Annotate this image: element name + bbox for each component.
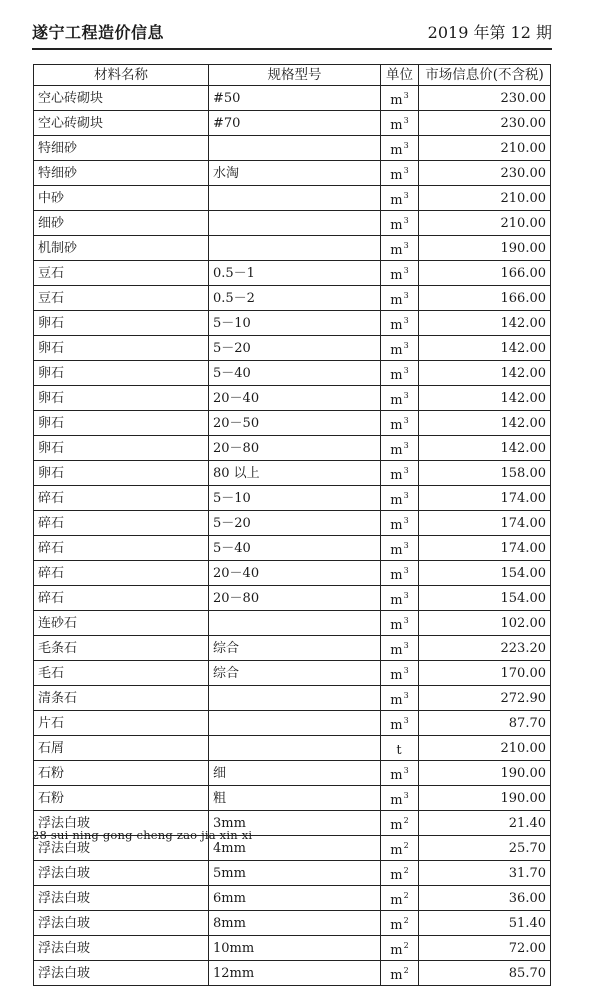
material-name-cell: 碎石 — [34, 486, 209, 511]
unit-exponent: 3 — [403, 766, 409, 775]
material-name-cell: 豆石 — [34, 286, 209, 311]
material-name-cell: 碎石 — [34, 536, 209, 561]
unit-base: m — [390, 168, 403, 183]
spec-cell: 20－50 — [209, 411, 381, 436]
spec-cell: 12mm — [209, 961, 381, 986]
spec-cell — [209, 236, 381, 261]
material-name-cell: 空心砖砌块 — [34, 86, 209, 111]
column-header-unit: 单位 — [381, 65, 419, 86]
unit-exponent: 3 — [403, 141, 409, 150]
table-row — [34, 311, 551, 336]
table-row — [34, 711, 551, 736]
unit-exponent: 3 — [403, 266, 409, 275]
unit-exponent: 2 — [403, 816, 409, 825]
unit-cell — [381, 236, 419, 261]
unit-base: m — [390, 643, 403, 658]
unit-base: m — [390, 193, 403, 208]
material-name-cell: 中砂 — [34, 186, 209, 211]
spec-cell: 20－40 — [209, 561, 381, 586]
price-cell: 142.00 — [419, 311, 551, 336]
unit-exponent: 3 — [403, 466, 409, 475]
unit-cell — [381, 536, 419, 561]
price-cell: 25.70 — [419, 836, 551, 861]
material-name-cell: 空心砖砌块 — [34, 111, 209, 136]
unit-cell — [381, 436, 419, 461]
table-row — [34, 161, 551, 186]
material-name-cell: 浮法白玻 — [34, 936, 209, 961]
material-name-cell: 浮法白玻 — [34, 836, 209, 861]
unit-cell — [381, 211, 419, 236]
spec-cell: 粗 — [209, 786, 381, 811]
unit-base: m — [390, 518, 403, 533]
unit-exponent: 3 — [403, 791, 409, 800]
spec-cell: 20－80 — [209, 436, 381, 461]
unit-exponent: 3 — [403, 241, 409, 250]
unit-cell — [381, 286, 419, 311]
table-row — [34, 386, 551, 411]
unit-exponent: 3 — [403, 616, 409, 625]
unit-cell — [381, 711, 419, 736]
unit-cell — [381, 786, 419, 811]
unit-cell — [381, 611, 419, 636]
unit-exponent: 3 — [403, 316, 409, 325]
price-cell: 166.00 — [419, 286, 551, 311]
unit-exponent: 3 — [403, 716, 409, 725]
unit-base: m — [390, 343, 403, 358]
price-cell: 31.70 — [419, 861, 551, 886]
spec-cell: 5－40 — [209, 536, 381, 561]
price-cell: 190.00 — [419, 236, 551, 261]
price-cell: 230.00 — [419, 111, 551, 136]
table-row — [34, 511, 551, 536]
unit-exponent: 3 — [403, 491, 409, 500]
table-row — [34, 561, 551, 586]
table-row — [34, 411, 551, 436]
spec-cell: 80 以上 — [209, 461, 381, 486]
table-body — [34, 86, 551, 986]
unit-cell — [381, 561, 419, 586]
unit-exponent: 2 — [403, 866, 409, 875]
spec-cell: 5－40 — [209, 361, 381, 386]
spec-cell: 10mm — [209, 936, 381, 961]
price-cell: 154.00 — [419, 586, 551, 611]
table-row — [34, 486, 551, 511]
table-header-row — [34, 65, 551, 86]
material-name-cell: 毛条石 — [34, 636, 209, 661]
table-row — [34, 86, 551, 111]
material-name-cell: 石屑 — [34, 736, 209, 761]
unit-cell — [381, 836, 419, 861]
unit-base: m — [390, 618, 403, 633]
spec-cell: 5－20 — [209, 511, 381, 536]
page-footer: 28 sui ning gong cheng zao jia xin xi — [32, 828, 253, 842]
spec-cell: 6mm — [209, 886, 381, 911]
table-row — [34, 786, 551, 811]
unit-exponent: 3 — [403, 416, 409, 425]
publication-title: 遂宁工程造价信息 — [32, 23, 165, 42]
price-cell: 223.20 — [419, 636, 551, 661]
table-row — [34, 636, 551, 661]
unit-cell — [381, 261, 419, 286]
price-cell: 170.00 — [419, 661, 551, 686]
unit-base: m — [390, 718, 403, 733]
price-cell: 51.40 — [419, 911, 551, 936]
price-cell: 142.00 — [419, 386, 551, 411]
unit-base: m — [390, 118, 403, 133]
unit-base: m — [390, 768, 403, 783]
page-header — [32, 20, 552, 48]
spec-cell: 细 — [209, 761, 381, 786]
material-name-cell: 清条石 — [34, 686, 209, 711]
spec-cell: 4mm — [209, 836, 381, 861]
unit-exponent: 3 — [403, 216, 409, 225]
unit-exponent: 3 — [403, 691, 409, 700]
price-cell: 154.00 — [419, 561, 551, 586]
material-name-cell: 豆石 — [34, 261, 209, 286]
unit-base: m — [390, 693, 403, 708]
material-name-cell: 碎石 — [34, 511, 209, 536]
unit-cell — [381, 886, 419, 911]
unit-cell — [381, 636, 419, 661]
material-name-cell: 碎石 — [34, 586, 209, 611]
unit-cell — [381, 686, 419, 711]
price-cell: 166.00 — [419, 261, 551, 286]
unit-exponent: 3 — [403, 441, 409, 450]
price-cell: 142.00 — [419, 336, 551, 361]
material-name-cell: 连砂石 — [34, 611, 209, 636]
spec-cell: 8mm — [209, 911, 381, 936]
spec-cell — [209, 211, 381, 236]
unit-base: m — [390, 393, 403, 408]
column-header-price: 市场信息价(不含税) — [419, 65, 551, 86]
unit-cell — [381, 586, 419, 611]
price-cell: 158.00 — [419, 461, 551, 486]
unit-cell — [381, 136, 419, 161]
material-name-cell: 石粉 — [34, 786, 209, 811]
material-name-cell: 浮法白玻 — [34, 861, 209, 886]
table-row — [34, 236, 551, 261]
spec-cell: 水淘 — [209, 161, 381, 186]
issue-number: 2019 年第 12 期 — [427, 23, 552, 42]
unit-base: m — [390, 493, 403, 508]
unit-exponent: 3 — [403, 391, 409, 400]
price-cell: 21.40 — [419, 811, 551, 836]
unit-cell — [381, 411, 419, 436]
price-cell: 72.00 — [419, 936, 551, 961]
unit-cell — [381, 461, 419, 486]
unit-exponent: 2 — [403, 966, 409, 975]
unit-base: m — [390, 843, 403, 858]
material-name-cell: 特细砂 — [34, 136, 209, 161]
unit-cell — [381, 486, 419, 511]
price-cell: 87.70 — [419, 711, 551, 736]
price-cell: 142.00 — [419, 436, 551, 461]
unit-exponent: 3 — [403, 366, 409, 375]
table-row — [34, 536, 551, 561]
unit-exponent: 3 — [403, 191, 409, 200]
spec-cell — [209, 736, 381, 761]
unit-cell — [381, 936, 419, 961]
table-row — [34, 686, 551, 711]
price-cell: 210.00 — [419, 186, 551, 211]
spec-cell — [209, 136, 381, 161]
unit-base: m — [390, 968, 403, 983]
material-name-cell: 卵石 — [34, 311, 209, 336]
unit-base: m — [390, 318, 403, 333]
material-name-cell: 片石 — [34, 711, 209, 736]
price-cell: 174.00 — [419, 536, 551, 561]
price-cell: 102.00 — [419, 611, 551, 636]
table-row — [34, 436, 551, 461]
material-name-cell: 卵石 — [34, 361, 209, 386]
unit-base: m — [390, 243, 403, 258]
unit-cell — [381, 186, 419, 211]
table-row — [34, 911, 551, 936]
unit-base: m — [390, 568, 403, 583]
price-cell: 85.70 — [419, 961, 551, 986]
unit-cell — [381, 911, 419, 936]
unit-cell — [381, 111, 419, 136]
price-cell: 142.00 — [419, 411, 551, 436]
unit-base: m — [390, 218, 403, 233]
spec-cell: #50 — [209, 86, 381, 111]
table-row — [34, 361, 551, 386]
table-row — [34, 336, 551, 361]
unit-cell — [381, 161, 419, 186]
unit-base: m — [390, 868, 403, 883]
material-name-cell: 卵石 — [34, 386, 209, 411]
unit-exponent: 3 — [403, 91, 409, 100]
material-name-cell: 细砂 — [34, 211, 209, 236]
column-header-name: 材料名称 — [34, 65, 209, 86]
unit-cell — [381, 736, 419, 761]
unit-exponent: 2 — [403, 891, 409, 900]
unit-base: t — [396, 743, 402, 758]
price-cell: 190.00 — [419, 761, 551, 786]
price-cell: 174.00 — [419, 486, 551, 511]
table-row — [34, 211, 551, 236]
material-name-cell: 碎石 — [34, 561, 209, 586]
unit-cell — [381, 761, 419, 786]
unit-base: m — [390, 668, 403, 683]
unit-exponent: 3 — [403, 541, 409, 550]
material-name-cell: 浮法白玻 — [34, 911, 209, 936]
unit-base: m — [390, 468, 403, 483]
unit-exponent: 3 — [403, 291, 409, 300]
spec-cell: 综合 — [209, 661, 381, 686]
unit-cell — [381, 811, 419, 836]
unit-exponent: 2 — [403, 916, 409, 925]
price-cell: 210.00 — [419, 136, 551, 161]
spec-cell: #70 — [209, 111, 381, 136]
price-cell: 230.00 — [419, 86, 551, 111]
table-row — [34, 736, 551, 761]
table-row — [34, 761, 551, 786]
column-header-spec: 规格型号 — [209, 65, 381, 86]
unit-base: m — [390, 143, 403, 158]
table-row — [34, 861, 551, 886]
table-row — [34, 661, 551, 686]
table-row — [34, 186, 551, 211]
unit-exponent: 2 — [403, 841, 409, 850]
unit-exponent: 2 — [403, 941, 409, 950]
header-divider — [32, 48, 552, 50]
unit-base: m — [390, 418, 403, 433]
unit-cell — [381, 511, 419, 536]
material-name-cell: 卵石 — [34, 436, 209, 461]
unit-base: m — [390, 918, 403, 933]
spec-cell: 5mm — [209, 861, 381, 886]
spec-cell: 0.5－2 — [209, 286, 381, 311]
unit-cell — [381, 311, 419, 336]
material-name-cell: 毛石 — [34, 661, 209, 686]
material-name-cell: 卵石 — [34, 411, 209, 436]
material-name-cell: 特细砂 — [34, 161, 209, 186]
spec-cell: 综合 — [209, 636, 381, 661]
unit-base: m — [390, 893, 403, 908]
spec-cell — [209, 186, 381, 211]
material-name-cell: 卵石 — [34, 336, 209, 361]
price-cell: 142.00 — [419, 361, 551, 386]
unit-exponent: 3 — [403, 666, 409, 675]
unit-base: m — [390, 943, 403, 958]
unit-cell — [381, 361, 419, 386]
unit-base: m — [390, 293, 403, 308]
unit-base: m — [390, 543, 403, 558]
table-row — [34, 961, 551, 986]
material-name-cell: 浮法白玻 — [34, 886, 209, 911]
material-name-cell: 浮法白玻 — [34, 961, 209, 986]
price-cell: 36.00 — [419, 886, 551, 911]
table-row — [34, 286, 551, 311]
material-name-cell: 石粉 — [34, 761, 209, 786]
unit-cell — [381, 86, 419, 111]
price-cell: 230.00 — [419, 161, 551, 186]
unit-base: m — [390, 818, 403, 833]
price-table — [33, 64, 551, 986]
spec-cell — [209, 711, 381, 736]
unit-cell — [381, 661, 419, 686]
unit-base: m — [390, 593, 403, 608]
unit-base: m — [390, 268, 403, 283]
price-cell: 174.00 — [419, 511, 551, 536]
price-cell: 210.00 — [419, 211, 551, 236]
spec-cell — [209, 611, 381, 636]
unit-exponent: 3 — [403, 116, 409, 125]
table-row — [34, 886, 551, 911]
unit-exponent: 3 — [403, 516, 409, 525]
table-row — [34, 586, 551, 611]
unit-exponent: 3 — [403, 341, 409, 350]
unit-base: m — [390, 793, 403, 808]
table-row — [34, 136, 551, 161]
unit-cell — [381, 861, 419, 886]
table-row — [34, 936, 551, 961]
spec-cell: 5－10 — [209, 486, 381, 511]
unit-exponent: 3 — [403, 566, 409, 575]
spec-cell: 3mm — [209, 811, 381, 836]
spec-cell: 0.5－1 — [209, 261, 381, 286]
table-row — [34, 111, 551, 136]
spec-cell: 5－10 — [209, 311, 381, 336]
unit-cell — [381, 961, 419, 986]
table-row — [34, 261, 551, 286]
spec-cell: 20－40 — [209, 386, 381, 411]
unit-base: m — [390, 443, 403, 458]
material-name-cell: 浮法白玻 — [34, 811, 209, 836]
unit-base: m — [390, 93, 403, 108]
spec-cell — [209, 686, 381, 711]
spec-cell: 20－80 — [209, 586, 381, 611]
price-cell: 210.00 — [419, 736, 551, 761]
unit-exponent: 3 — [403, 166, 409, 175]
material-name-cell: 卵石 — [34, 461, 209, 486]
material-name-cell: 机制砂 — [34, 236, 209, 261]
unit-exponent: 3 — [403, 591, 409, 600]
table-row — [34, 611, 551, 636]
unit-base: m — [390, 368, 403, 383]
unit-exponent: 3 — [403, 641, 409, 650]
price-cell: 272.90 — [419, 686, 551, 711]
spec-cell: 5－20 — [209, 336, 381, 361]
unit-cell — [381, 386, 419, 411]
price-cell: 190.00 — [419, 786, 551, 811]
table-row — [34, 461, 551, 486]
unit-cell — [381, 336, 419, 361]
